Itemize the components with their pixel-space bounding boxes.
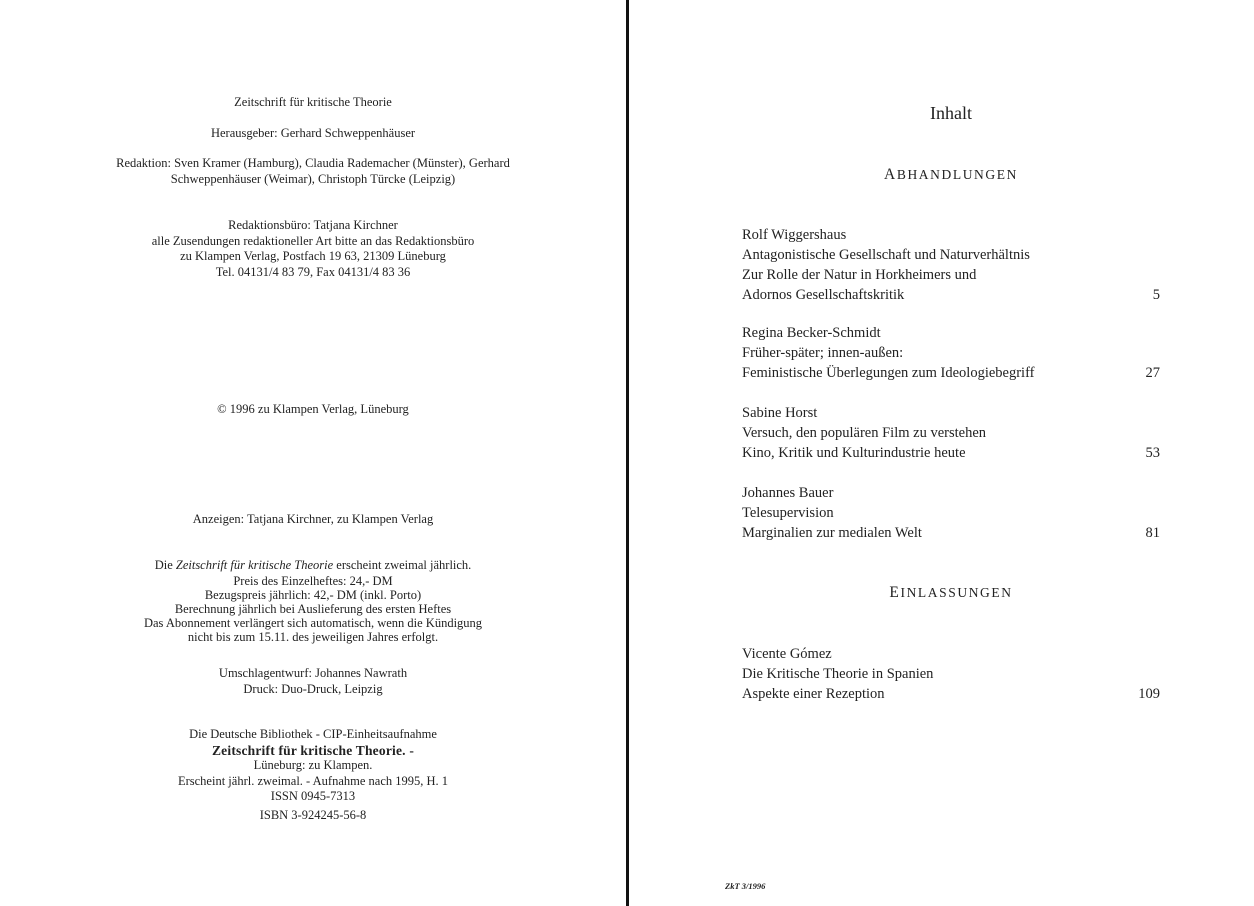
- toc-title-line: Marginalien zur medialen Welt 81: [742, 525, 1160, 541]
- toc-title-line: Aspekte einer Rezeption 109: [742, 686, 1160, 702]
- erscheint-line: Die Zeitschrift für kritische Theorie erscheint zweimal jährlich.: [154, 558, 472, 572]
- section-heading-einlassungen: EINLASSUNGEN: [889, 584, 1013, 601]
- bezugspreis-line: Bezugspreis jährlich: 42,- DM (inkl. Porto): [204, 588, 422, 602]
- toc-title-line: Versuch, den populären Film zu verstehen: [742, 425, 987, 441]
- contents-title: Inhalt: [930, 103, 972, 123]
- toc-entry: [742, 323, 1160, 383]
- imprint-page: [0, 0, 626, 906]
- toc-entry: [742, 225, 1160, 305]
- berechnung-line: Berechnung jährlich bei Auslieferung des ersten Heftes: [174, 602, 452, 616]
- journal-italic: Zeitschrift für kritische Theorie: [175, 558, 334, 572]
- toc-author: Rolf Wiggershaus: [742, 227, 847, 243]
- umschlag-line: Umschlagentwurf: Johannes Nawrath: [218, 666, 408, 680]
- toc-page-number: 5: [1152, 287, 1160, 303]
- contents-page: [630, 0, 1254, 906]
- toc-title-line: Die Kritische Theorie in Spanien: [742, 666, 934, 682]
- toc-title-line: Zur Rolle der Natur in Horkheimers und: [742, 267, 977, 283]
- toc-title-line: Adornos Gesellschaftskritik 5: [742, 287, 1160, 303]
- cip-title: Zeitschrift für kritische Theorie. -: [211, 742, 415, 758]
- isbn-line: ISBN 3-924245-56-8: [259, 807, 367, 822]
- anzeigen-line: Anzeigen: Tatjana Kirchner, zu Klampen Verlag: [192, 512, 434, 526]
- toc-author: Vicente Gómez: [742, 646, 832, 662]
- preis-line: Preis des Einzelheftes: 24,- DM: [233, 573, 393, 588]
- issn-line: ISSN 0945-7313: [270, 789, 356, 803]
- redaktion-line: Redaktion: Sven Kramer (Hamburg), Claudia Rademacher (Münster), Gerhard: [116, 156, 510, 170]
- toc-author: Johannes Bauer: [742, 485, 834, 501]
- toc-title-line: Telesupervision: [742, 505, 834, 521]
- abonnement-line: Das Abonnement verlängert sich automatisch, wenn die Kündigung: [143, 616, 483, 630]
- page-footer: ZkT 3/1996: [725, 881, 766, 891]
- toc-author: Sabine Horst: [742, 405, 818, 421]
- billing-block: [0, 588, 626, 644]
- toc-title-line: Feministische Überlegungen zum Ideologiebegriff 27: [742, 365, 1160, 381]
- toc-page-number: 81: [1145, 525, 1160, 541]
- toc-title-line: Kino, Kritik und Kulturindustrie heute 53: [742, 445, 1160, 461]
- toc-author: Regina Becker-Schmidt: [742, 325, 881, 341]
- buero-line: Redaktionsbüro: Tatjana Kirchner: [228, 218, 398, 232]
- cip-place: Lüneburg: zu Klampen.: [253, 758, 373, 772]
- abonnement-line: nicht bis zum 15.11. des jeweiligen Jahres erfolgt.: [187, 630, 439, 644]
- editor-line: Herausgeber: Gerhard Schweppenhäuser: [210, 126, 416, 140]
- buero-line: alle Zusendungen redaktioneller Art bitte an das Redaktionsbüro: [151, 233, 475, 248]
- cip-block: [0, 727, 626, 823]
- copyright-line: © 1996 zu Klampen Verlag, Lüneburg: [217, 402, 409, 416]
- journal-name: Zeitschrift für kritische Theorie: [234, 95, 392, 109]
- toc-entry: [742, 483, 1160, 543]
- buero-line: zu Klampen Verlag, Postfach 19 63, 21309 Lüneburg: [180, 249, 446, 263]
- druck-line: Druck: Duo-Druck, Leipzig: [243, 681, 383, 696]
- toc-page-number: 27: [1145, 365, 1160, 381]
- toc-title-line: Antagonistische Gesellschaft und Naturverhältnis: [742, 247, 1030, 263]
- toc-page-number: 53: [1145, 445, 1160, 461]
- credits-block: [0, 666, 626, 697]
- redaktionsbuero-block: [0, 218, 626, 280]
- subscription-block: [0, 558, 626, 589]
- toc-page-number: 109: [1138, 686, 1160, 702]
- buero-line: Tel. 04131/4 83 79, Fax 04131/4 83 36: [215, 264, 411, 279]
- redaktion-block: [0, 156, 626, 187]
- cip-header: Die Deutsche Bibliothek - CIP-Einheitsaufnahme: [189, 727, 437, 741]
- toc-entry: [742, 403, 1160, 463]
- toc-entry: [742, 644, 1160, 704]
- section-heading-abhandlungen: ABHANDLUNGEN: [884, 166, 1018, 183]
- redaktion-line: Schweppenhäuser (Weimar), Christoph Türcke (Leipzig): [170, 171, 456, 186]
- toc-title-line: Früher-später; innen-außen:: [742, 345, 904, 361]
- page-divider: [626, 0, 629, 906]
- cip-freq: Erscheint jährl. zweimal. - Aufnahme nach 1995, H. 1: [177, 773, 449, 788]
